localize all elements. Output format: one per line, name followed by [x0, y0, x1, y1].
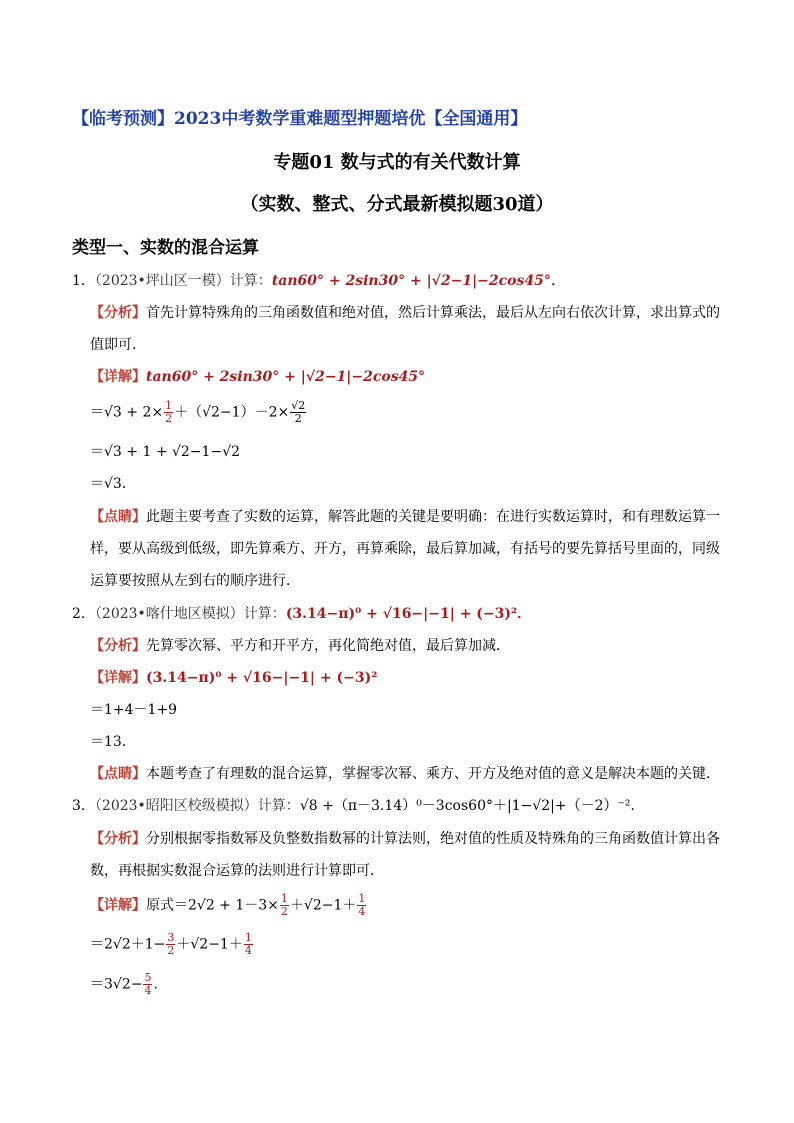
problem-expression: (3.14−π)⁰ + √16−|−1| + (−3)²． [285, 606, 532, 622]
problem-3-step-2 [90, 972, 167, 997]
problem-2-step-1: ＝1+4－1+9 [90, 702, 178, 718]
detail-tag: 【详解】 [90, 369, 146, 385]
problem-source: （2023•坪山区一模）计算： [94, 273, 272, 289]
header-banner: 【临考预测】2023中考数学重难题型押题培优【全国通用】 [72, 109, 528, 129]
problem-number: 1． [72, 273, 95, 289]
fraction [143, 972, 152, 997]
problem-2-comment [90, 764, 720, 784]
analysis-tag: 【分析】 [90, 305, 146, 321]
problem-1-analysis-cont: 值即可． [90, 337, 146, 353]
problem-1-detail [90, 367, 425, 387]
step-text: ． [153, 976, 168, 993]
step-text: ＋√2−1＋ [289, 897, 357, 914]
problem-1-step-2: ＝√3 + 1 + √2−1−√2 [90, 444, 241, 460]
problem-1-step-1 [90, 400, 307, 425]
problem-3-detail [90, 893, 367, 918]
step-text: ＋（√2−1）－2× [174, 404, 290, 421]
problem-1-comment [90, 507, 720, 527]
step-text: 原式＝2√2 + 1－3× [146, 897, 279, 914]
problem-3-question [72, 796, 645, 816]
fraction-numerator: √2 [291, 399, 306, 412]
problem-source: （2023•喀什地区模拟）计算： [94, 606, 286, 622]
problem-number: 3． [72, 798, 95, 814]
analysis-text: 分别根据零指数幂及负整数指数幂的计算法则，绝对值的性质及特殊角的三角函数值计算出各 [146, 831, 720, 847]
comment-tag: 【点睛】 [90, 509, 146, 525]
problem-number: 2． [72, 606, 95, 622]
fraction [290, 400, 306, 425]
problem-2-step-2: ＝13． [90, 734, 136, 750]
title-line-1: 专题01 数与式的有关代数计算 [273, 152, 521, 173]
section-title: 类型一、实数的混合运算 [72, 238, 259, 258]
fraction-denominator: 4 [144, 984, 152, 997]
comment-text: 本题考查了有理数的混合运算，掌握零次幂、乘方、开方及绝对值的意义是解决本题的关键． [146, 766, 720, 782]
step-text: ＋√2−1＋ [176, 936, 243, 953]
fraction [166, 932, 175, 957]
comment-text: 此题主要考查了实数的运算，解答此题的关键是要明确：在进行实数运算时，和有理数运算一 [146, 509, 720, 525]
fraction-numerator: 3 [167, 931, 175, 944]
analysis-tag: 【分析】 [90, 638, 146, 654]
fraction-numerator: 1 [358, 892, 366, 905]
fraction [164, 400, 173, 425]
fraction-denominator: 4 [244, 944, 252, 957]
problem-1-step-3: ＝√3． [90, 476, 136, 492]
problem-1-analysis [90, 303, 720, 323]
fraction-denominator: 2 [165, 412, 173, 425]
problem-expression: tan60° + 2sin30° + |√2−1|−2cos45°． [271, 273, 565, 289]
detail-tag: 【详解】 [90, 897, 146, 914]
problem-2-detail [90, 668, 377, 688]
step-text: ＝√3 + 2× [90, 404, 164, 421]
problem-1-comment-cont2: 运算要按照从左到右的顺序进行． [90, 573, 300, 589]
fraction [244, 932, 253, 957]
fraction-denominator: 2 [294, 412, 302, 425]
problem-3-analysis [90, 829, 720, 849]
detail-tag: 【详解】 [90, 670, 146, 686]
analysis-text: 首先计算特殊角的三角函数值和绝对值，然后计算乘法，最后从左向右依次计算，求出算式的 [146, 305, 720, 321]
problem-1-comment-cont: 样，要从高级到低级，即先算乘方、开方，再算乘除，最后算加减，有括号的要先算括号里面的，同级 [90, 541, 720, 557]
detail-expression: (3.14−π)⁰ + √16−|−1| + (−3)² [146, 670, 378, 686]
fraction-denominator: 4 [358, 905, 366, 918]
problem-3-step-1 [90, 932, 254, 957]
problem-3-analysis-cont: 数，再根据实数混合运算的法则进行计算即可． [90, 863, 384, 879]
fraction-numerator: 1 [165, 399, 173, 412]
comment-tag: 【点睛】 [90, 766, 146, 782]
problem-1-question [72, 271, 565, 291]
analysis-text: 先算零次幂、平方和开平方，再化简绝对值，最后算加减． [146, 638, 510, 654]
fraction-numerator: 1 [280, 892, 288, 905]
problem-2-analysis [90, 636, 510, 656]
detail-expression: tan60° + 2sin30° + |√2−1|−2cos45° [146, 369, 426, 385]
problem-2-question [72, 604, 531, 624]
fraction-numerator: 1 [244, 931, 252, 944]
fraction-denominator: 2 [280, 905, 288, 918]
step-text: ＝2√2＋1− [90, 936, 166, 953]
fraction-numerator: 5 [144, 971, 152, 984]
title-line-2: （实数、整式、分式最新模拟题30道） [240, 194, 554, 215]
analysis-tag: 【分析】 [90, 831, 146, 847]
problem-source: （2023•昭阳区校级模拟）计算： [94, 798, 300, 814]
fraction [280, 893, 289, 918]
fraction-denominator: 2 [167, 944, 175, 957]
problem-expression: √8 +（π－3.14）⁰－3cos60°＋|1−√2|+（－2）⁻²． [299, 798, 645, 814]
fraction [357, 893, 366, 918]
step-text: ＝3√2− [90, 976, 143, 993]
